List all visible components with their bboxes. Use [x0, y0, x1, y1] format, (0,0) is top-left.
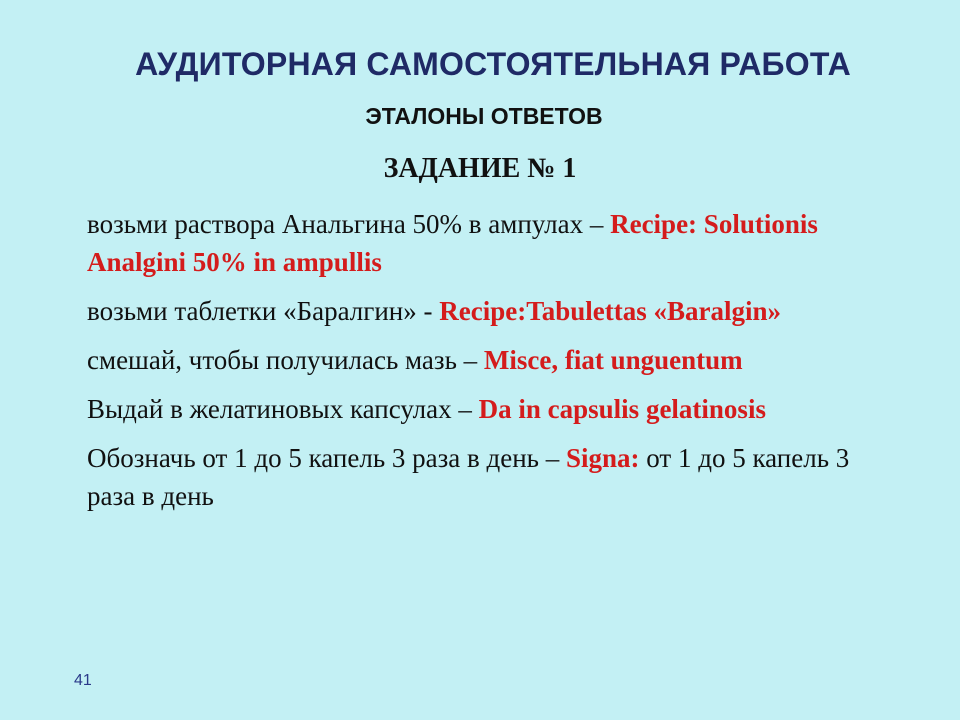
answer-item — [87, 341, 897, 379]
russian-text: возьми раствора Анальгина 50% в ампулах – — [87, 209, 611, 239]
answer-list — [87, 205, 897, 526]
answer-item — [87, 292, 897, 330]
page-number: 41 — [74, 672, 92, 689]
russian-text: смешай, чтобы получилась мазь – — [87, 345, 484, 375]
russian-text: возьми таблетки «Баралгин» - — [87, 296, 440, 326]
latin-text: Recipe:Tabulettas «Baralgin» — [439, 296, 781, 326]
latin-text: Recipe: Solutionis Analgini 50% in ampullis — [87, 209, 818, 277]
answer-item — [87, 439, 897, 515]
answer-item — [87, 205, 897, 281]
latin-text: Da in capsulis gelatinosis — [478, 394, 766, 424]
slide-subtitle: ЭТАЛОНЫ ОТВЕТОВ — [365, 103, 603, 129]
latin-text: Misce, fiat unguentum — [483, 345, 743, 375]
answer-item — [87, 390, 897, 428]
russian-text: Выдай в желатиновых капсулах – — [87, 394, 479, 424]
task-heading: ЗАДАНИЕ № 1 — [383, 153, 577, 184]
russian-text: Обозначь от 1 до 5 капель 3 раза в день – — [87, 443, 566, 473]
slide-title: АУДИТОРНАЯ САМОСТОЯТЕЛЬНАЯ РАБОТА — [135, 46, 851, 82]
trailing-text: от 1 до 5 капель 3 раза в день — [87, 443, 850, 511]
latin-text: Signa: — [566, 443, 640, 473]
